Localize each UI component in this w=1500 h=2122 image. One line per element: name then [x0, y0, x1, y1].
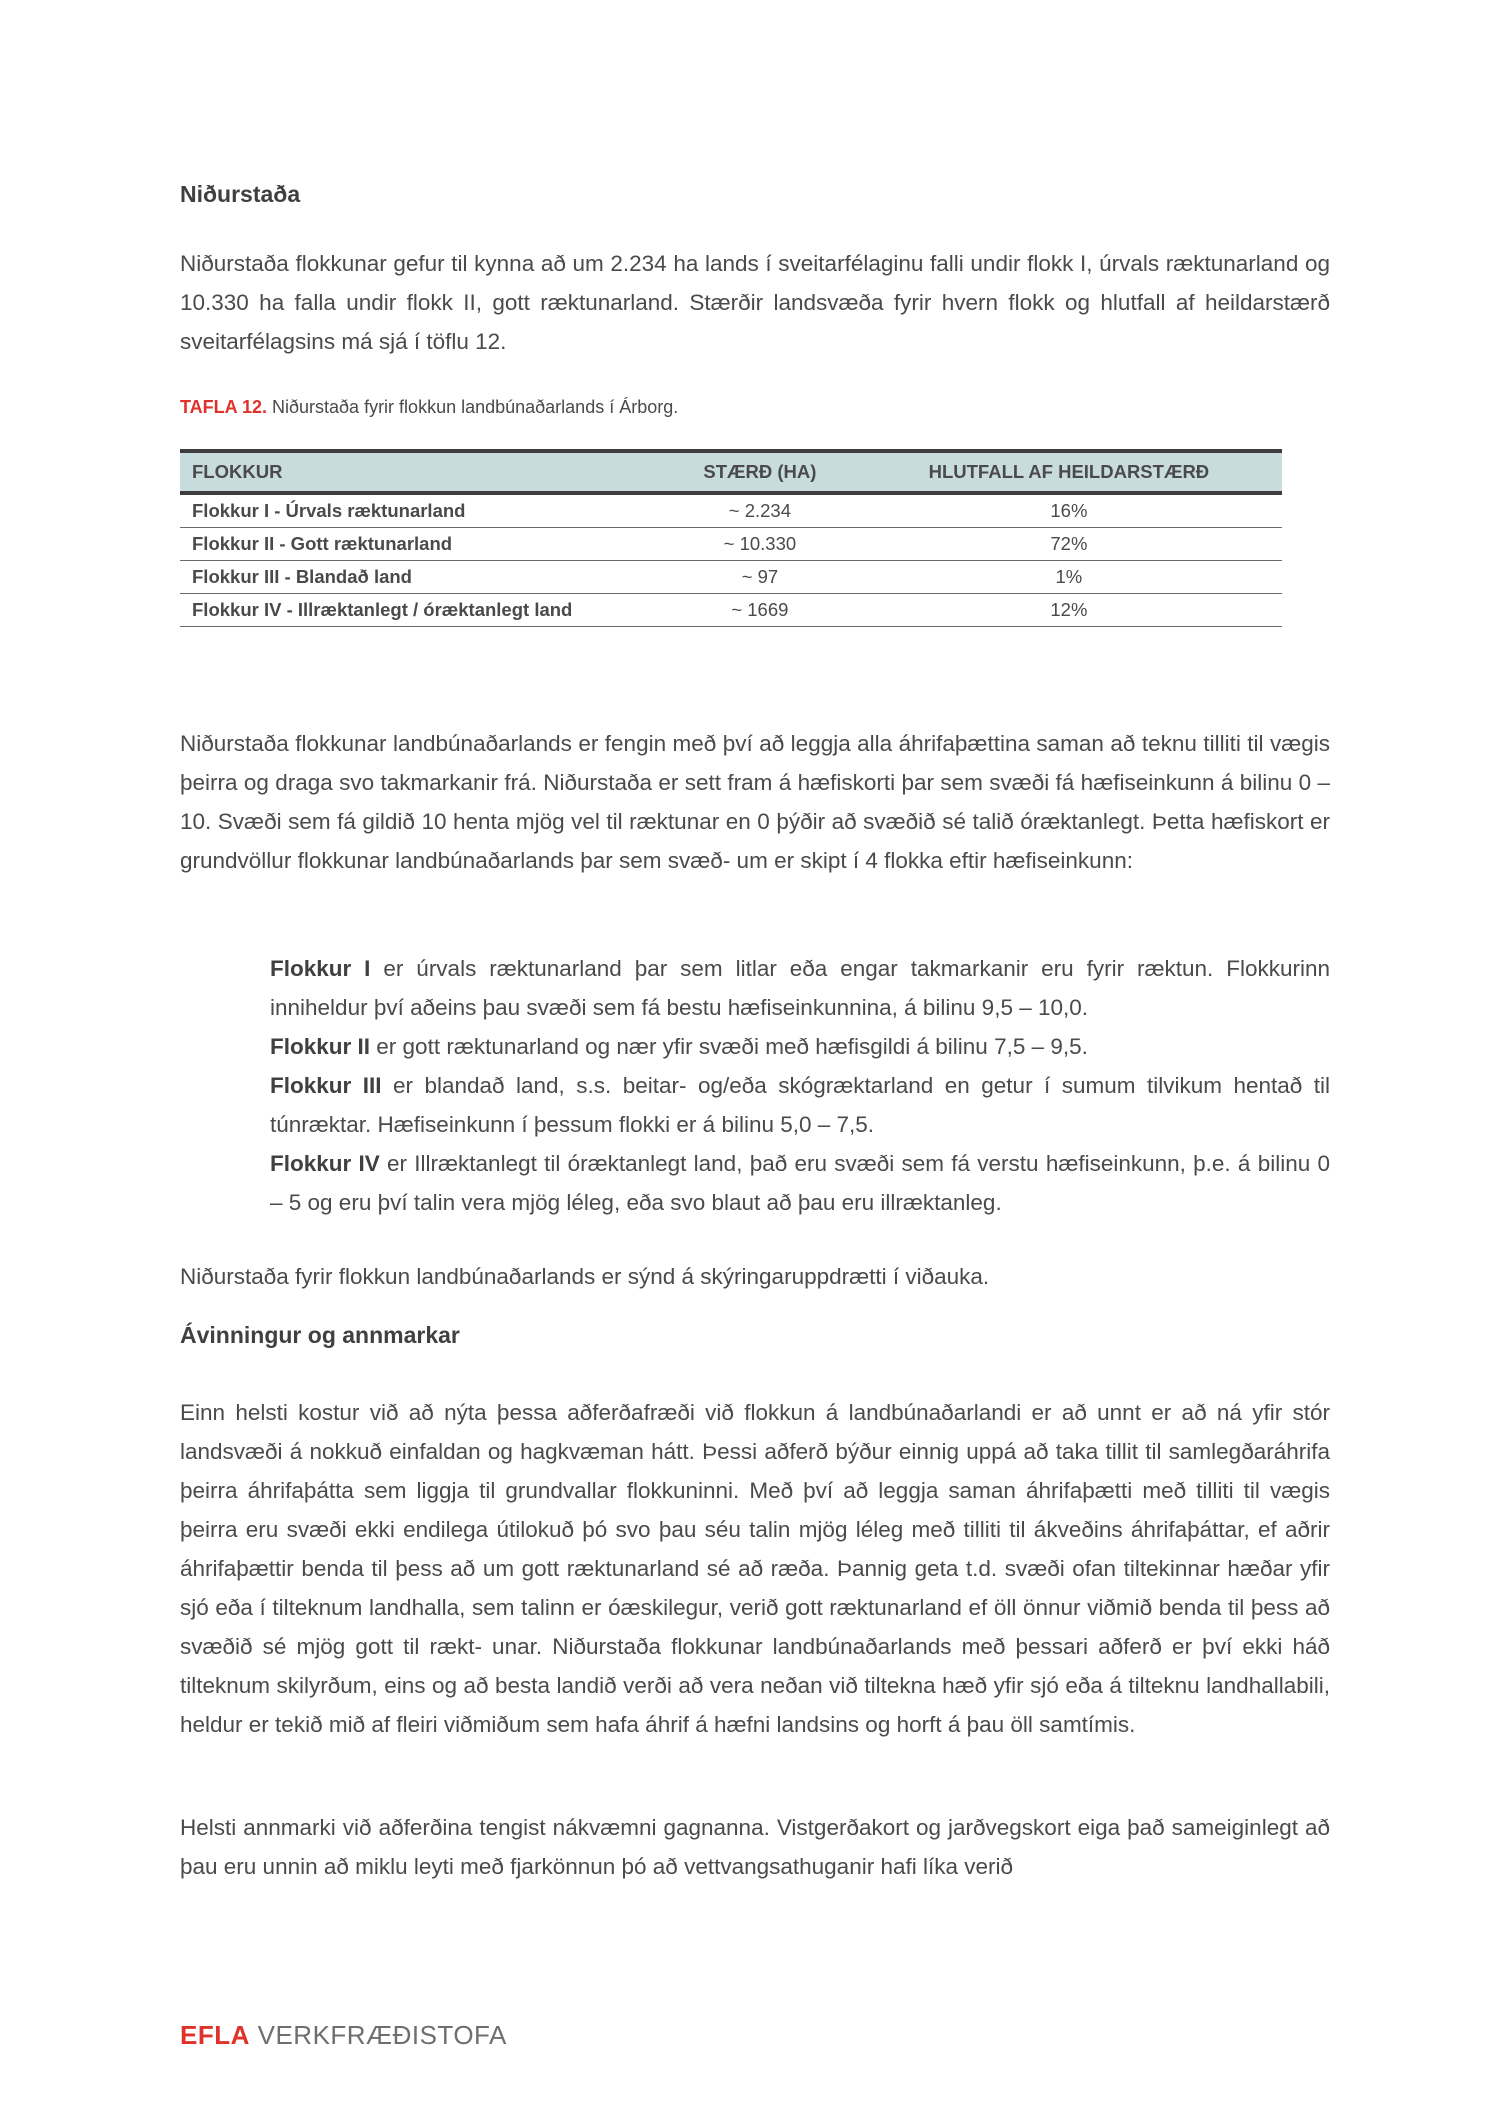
category-label: Flokkur I — [270, 956, 371, 981]
section-heading-nidurstada: Niðurstaða — [180, 181, 301, 207]
cell-hlutfall: 72% — [856, 528, 1282, 561]
table-caption-text: Niðurstaða fyrir flokkun landbúnaðarlands í Árborg. — [267, 397, 679, 417]
category-item — [270, 1144, 1330, 1222]
section-heading-avinningur: Ávinningur og annmarkar — [180, 1322, 460, 1348]
category-item — [270, 949, 1330, 1027]
column-header-flokkur: FLOKKUR — [180, 451, 664, 493]
table-caption — [180, 397, 678, 418]
category-label: Flokkur III — [270, 1073, 382, 1098]
category-text: er úrvals ræktunarland þar sem litlar eða engar takmarkanir eru fyrir ræktun. Flokkurinn inniheldur því aðeins þau svæði sem fá bestu hæfiseinkunnina, á bilinu 9,5 – 10,0. — [270, 956, 1330, 1020]
cell-staerd: ~ 2.234 — [664, 493, 856, 528]
results-table — [180, 449, 1282, 627]
footer-logo — [180, 2020, 507, 2051]
cell-flokkur: Flokkur IV - Illræktanlegt / óræktanlegt land — [180, 594, 664, 627]
cell-staerd: ~ 1669 — [664, 594, 856, 627]
category-item — [270, 1066, 1330, 1144]
cell-staerd: ~ 10.330 — [664, 528, 856, 561]
cell-flokkur: Flokkur III - Blandað land — [180, 561, 664, 594]
column-header-hlutfall: HLUTFALL AF HEILDARSTÆRÐ — [856, 451, 1282, 493]
appendix-note-paragraph: Niðurstaða fyrir flokkun landbúnaðarlands er sýnd á skýringaruppdrætti í viðauka. — [180, 1264, 990, 1289]
table-row — [180, 594, 1282, 627]
category-text: er Illræktanlegt til óræktanlegt land, það eru svæði sem fá verstu hæfiseinkunn, þ.e. á bilinu 0 – 5 og eru því talin vera mjög léleg, eða svo blaut að þau eru illræktanleg. — [270, 1151, 1330, 1215]
limitations-paragraph: Helsti annmarki við aðferðina tengist nákvæmni gagnanna. Vistgerðakort og jarðvegskort eiga það sameiginlegt að þau eru unnin að miklu leyti með fjarkönnun þó að vettvangsathuganir hafi líka verið — [180, 1815, 1330, 1879]
benefits-paragraph: Einn helsti kostur við að nýta þessa aðferðafræði við flokkun á landbúnaðarlandi er að unnt er að ná yfir stór landsvæði á nokkuð einfaldan og hagkvæman hátt. Þessi aðferð býður einnig uppá að taka tillit til samlegðaráhrifa þeirra áhrifaþátta sem liggja til grundvallar flokkuninni. Með því að leggja saman áhrifaþætti með tilliti til vægis þeirra eru svæði ekki endilega útilokuð þó svo þau séu talin mjög léleg með tilliti til ákveðins áhrifaþáttar, ef aðrir áhrifaþættir benda til þess að um gott ræktunarland sé að ræða. Þannig geta t.d. svæði ofan tiltekinnar hæðar yfir sjó eða í tilteknum landhalla, sem talinn er óæskilegur, verið gott ræktunarland ef öll önnur viðmið benda til þess að svæðið sé mjög gott til rækt- unar. Niðurstaða flokkunar landbúnaðarlands með þessari aðferð er því ekki háð tilteknum skilyrðum, eins og að besta landið verði að vera neðan við tiltekna hæð yfir sjó eða á tilteknu landhallabili, heldur er tekið mið af fleiri viðmiðum sem hafa áhrif á hæfni landsins og horft á þau öll samtímis. — [180, 1400, 1330, 1737]
category-item — [270, 1027, 1330, 1066]
cell-flokkur: Flokkur I - Úrvals ræktunarland — [180, 493, 664, 528]
category-text: er blandað land, s.s. beitar- og/eða skógræktarland en getur í sumum tilvikum hentað til túnræktar. Hæfiseinkunn í þessum flokki er á bilinu 5,0 – 7,5. — [270, 1073, 1330, 1137]
cell-hlutfall: 16% — [856, 493, 1282, 528]
efla-brand: EFLA — [180, 2020, 250, 2050]
table-header-row — [180, 451, 1282, 493]
table-caption-label: TAFLA 12. — [180, 397, 268, 417]
category-label: Flokkur IV — [270, 1151, 380, 1176]
method-paragraph: Niðurstaða flokkunar landbúnaðarlands er fengin með því að leggja alla áhrifaþættina saman að teknu tilliti til vægis þeirra og draga svo takmarkanir frá. Niðurstaða er sett fram á hæfiskorti þar sem svæði fá hæfiseinkunn á bilinu 0 – 10. Svæði sem fá gildið 10 henta mjög vel til ræktunar en 0 þýðir að svæðið sé talið óræktanlegt. Þetta hæfiskort er grundvöllur flokkunar landbúnaðarlands þar sem svæð- um er skipt í 4 flokka eftir hæfiseinkunn: — [180, 731, 1330, 873]
category-text: er gott ræktunarland og nær yfir svæði með hæfisgildi á bilinu 7,5 – 9,5. — [370, 1034, 1088, 1059]
intro-paragraph: Niðurstaða flokkunar gefur til kynna að um 2.234 ha lands í sveitarfélaginu falli undir flokk I, úrvals ræktunarland og 10.330 ha falla undir flokk II, gott ræktunarland. Stærðir landsvæða fyrir hvern flokk og hlutfall af heildarstærð sveitarfélagsins má sjá í töflu 12. — [180, 251, 1330, 354]
cell-hlutfall: 1% — [856, 561, 1282, 594]
category-label: Flokkur II — [270, 1034, 371, 1059]
table-row — [180, 528, 1282, 561]
cell-staerd: ~ 97 — [664, 561, 856, 594]
table-row — [180, 493, 1282, 528]
category-list — [270, 949, 1330, 1222]
efla-subtitle: VERKFRÆÐISTOFA — [249, 2020, 507, 2050]
cell-flokkur: Flokkur II - Gott ræktunarland — [180, 528, 664, 561]
column-header-staerd: STÆRÐ (HA) — [664, 451, 856, 493]
cell-hlutfall: 12% — [856, 594, 1282, 627]
table-row — [180, 561, 1282, 594]
